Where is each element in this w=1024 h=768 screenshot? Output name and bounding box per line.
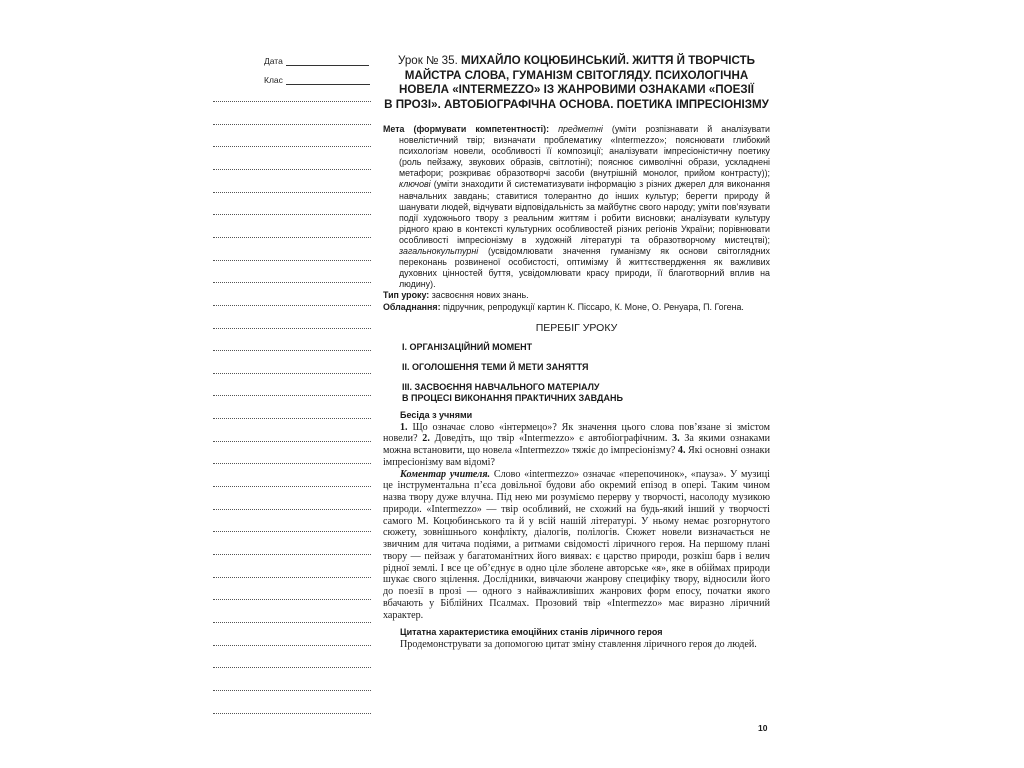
note-line[interactable] <box>213 305 371 306</box>
note-line[interactable] <box>213 622 371 623</box>
question-2-number: 2. <box>422 433 430 445</box>
note-line[interactable] <box>213 645 371 646</box>
note-line[interactable] <box>213 282 371 283</box>
note-line[interactable] <box>213 350 371 351</box>
equipment-label: Обладнання: <box>383 301 441 312</box>
goal-cultural-label: загальнокультурні <box>399 246 479 257</box>
page-number: 10 <box>758 723 768 733</box>
goal-subject-label: предметні <box>558 124 603 134</box>
note-line[interactable] <box>213 260 371 261</box>
note-line[interactable] <box>213 146 371 147</box>
note-line[interactable] <box>213 395 371 396</box>
quote-task-body: Продемонструвати за допомогою цитат зміну ставлення ліричного героя до людей. <box>400 639 757 651</box>
class-underline <box>286 76 370 85</box>
note-line[interactable] <box>213 577 371 578</box>
goal-key-text: (уміти знаходити й систематизувати інформацію з різних джерел для виконання навчальних завдань; ставитися толерантно до інших культур; берегти природу й шанувати людей, відчувати відповідальність за майбутнє свого народу; уміти пов’язувати події художнього твору з реальним життям і робити висновки; аналізувати культуру рідного краю в контексті культурних особливостей різних регіонів України; порівнювати особливості імпресіонізму в художній літературі та образотворчому мистецтві); <box>399 179 770 245</box>
equipment <box>383 302 770 313</box>
goal-subject-text: (уміти розпізнавати й аналізувати новелістичний твір; визначати проблематику «Intermezzo»; пояснювати глибокий психологізм новели, особливості її композиції; аналізувати імпресіоністичну поетику (роль пейзажу, звукових образів, світлотіні); пояснює символічні образи, ускладнені метафори; розкриває образотворчі засоби (внутрішній монолог, прийом контрасту)); <box>399 124 770 179</box>
note-line[interactable] <box>213 169 371 170</box>
note-line[interactable] <box>213 441 371 442</box>
lesson-number: Урок № 35. <box>397 54 458 67</box>
section-2-heading: II. ОГОЛОШЕННЯ ТЕМИ Й МЕТИ ЗАНЯТТЯ <box>402 361 589 372</box>
question-3-number: 3. <box>672 433 680 445</box>
conversation-questions <box>383 422 770 469</box>
lesson-type-value: засвоєння нових знань. <box>431 290 529 301</box>
note-line[interactable] <box>213 463 371 464</box>
lesson-content <box>383 54 770 651</box>
note-line[interactable] <box>213 328 371 329</box>
quote-task-heading: Цитатна характеристика емоційних станів ліричного героя <box>400 627 663 638</box>
teacher-comment-text: Слово «intermezzo» означає «перепочинок», «пауза». У музиці це інструментальна п’єса довільної будови або окремий епізод в опері. Таким чином назва твору дуже влучна. Під нею ми розуміємо перерву у творчості, насолоду музикою природи. «Intermezzo» — твір особливий, не схожий на будь-який інший у творчості самого М. Коцюбинського та й у всій нашій літературі. У ньому немає розгорнутого сюжету, зовнішнього конфлікту, діалогів, полілогів. Сюжет новели визначається не звичним для читача подіями, а ритмами свідомості ліричного героя. На першому плані твору — пейзаж у багатоманітних його виявах: є царство природи, розкіш барв і велич рідної землі. І все це об’єднує в одно ціле зболене авторське «я», яке в обіймах природи шукає свого зцілення. Дослідники, вивчаючи жанрову специфіку твору, відносили його до поезії в прозі — одного з найважливіших жанрових форм епосу, початки якого вбачають у Біблійних Псалмах. Прозовий твір «Intermezzo» має виразно ліричний характер. <box>383 468 770 621</box>
note-line[interactable] <box>213 373 371 374</box>
title-line-1: МИХАЙЛО КОЦЮБИНСЬКИЙ. ЖИТТЯ Й ТВОРЧІСТЬ <box>461 54 755 67</box>
note-line[interactable] <box>213 554 371 555</box>
note-line[interactable] <box>213 713 371 714</box>
note-line[interactable] <box>213 418 371 419</box>
section-1-heading: I. ОРГАНІЗАЦІЙНИЙ МОМЕНТ <box>402 341 533 352</box>
question-3: За якими ознаками можна встановити, що новела «Intermezzo» тяжіє до імпресіонізму? <box>383 433 771 457</box>
note-line[interactable] <box>213 124 371 125</box>
teacher-comment <box>383 469 770 622</box>
note-line[interactable] <box>213 531 371 532</box>
question-4-number: 4. <box>677 445 686 457</box>
conversation-heading: Бесіда з учнями <box>400 409 473 420</box>
goal-key-label: ключові <box>399 179 431 190</box>
lesson-title <box>383 54 770 112</box>
question-2: Доведіть, що твір «Intermezzo» є автобіографічним. <box>434 433 668 445</box>
goal-cultural-text: (усвідомлювати значення гуманізму як основи світоглядних переконань розвиненої особистості, оптимізму й життєствердження як важливих духовних цінностей буття, усвідомлювати красу природи, її благотворний вплив на людину). <box>399 246 770 290</box>
title-line-4: В ПРОЗІ». АВТОБІОГРАФІЧНА ОСНОВА. ПОЕТИКА ІМПРЕСІОНІЗМУ <box>384 97 769 111</box>
class-label: Клас <box>264 75 283 85</box>
teacher-comment-label: Коментар учителя. <box>400 468 491 480</box>
section-3-heading-line-1: III. ЗАСВОЄННЯ НАВЧАЛЬНОГО МАТЕРІАЛУ <box>402 381 600 392</box>
section-3-heading-line-2: В ПРОЦЕСІ ВИКОНАННЯ ПРАКТИЧНИХ ЗАВДАНЬ <box>402 392 623 403</box>
date-underline <box>286 57 369 66</box>
lesson-type-label: Тип уроку: <box>383 290 430 301</box>
quote-task-text <box>383 639 770 651</box>
goal-label: Мета (формувати компетентності): <box>383 124 550 134</box>
title-line-3: НОВЕЛА «INTERMEZZO» ІЗ ЖАНРОВИМИ ОЗНАКАМИ «ПОЕЗІЇ <box>398 83 755 96</box>
question-1-number: 1. <box>400 421 408 433</box>
progress-heading: ПЕРЕБІГ УРОКУ <box>535 321 618 334</box>
note-line[interactable] <box>213 237 371 238</box>
note-line[interactable] <box>213 667 371 668</box>
question-1: Що означає слово «інтермецо»? Як значення цього слова пов’язане зі змістом новели? <box>383 421 770 445</box>
note-line[interactable] <box>213 192 371 193</box>
question-4: Які основні ознаки імпресіонізму вам відомі? <box>383 445 770 468</box>
note-line[interactable] <box>213 690 371 691</box>
title-line-2: МАЙСТРА СЛОВА, ГУМАНІЗМ СВІТОГЛЯДУ. ПСИХОЛОГІЧНА <box>404 68 749 82</box>
date-field[interactable] <box>264 56 369 66</box>
class-field[interactable] <box>264 75 370 85</box>
date-label: Дата <box>264 56 283 66</box>
lesson-type <box>383 290 770 301</box>
note-line[interactable] <box>213 509 371 510</box>
note-line[interactable] <box>213 214 371 215</box>
equipment-value: підручник, репродукції картин К. Піссаро, К. Моне, О. Ренуара, П. Гогена. <box>443 301 744 312</box>
note-line[interactable] <box>213 486 371 487</box>
note-line[interactable] <box>213 599 371 600</box>
lesson-goal <box>383 124 770 313</box>
note-line[interactable] <box>213 101 371 102</box>
